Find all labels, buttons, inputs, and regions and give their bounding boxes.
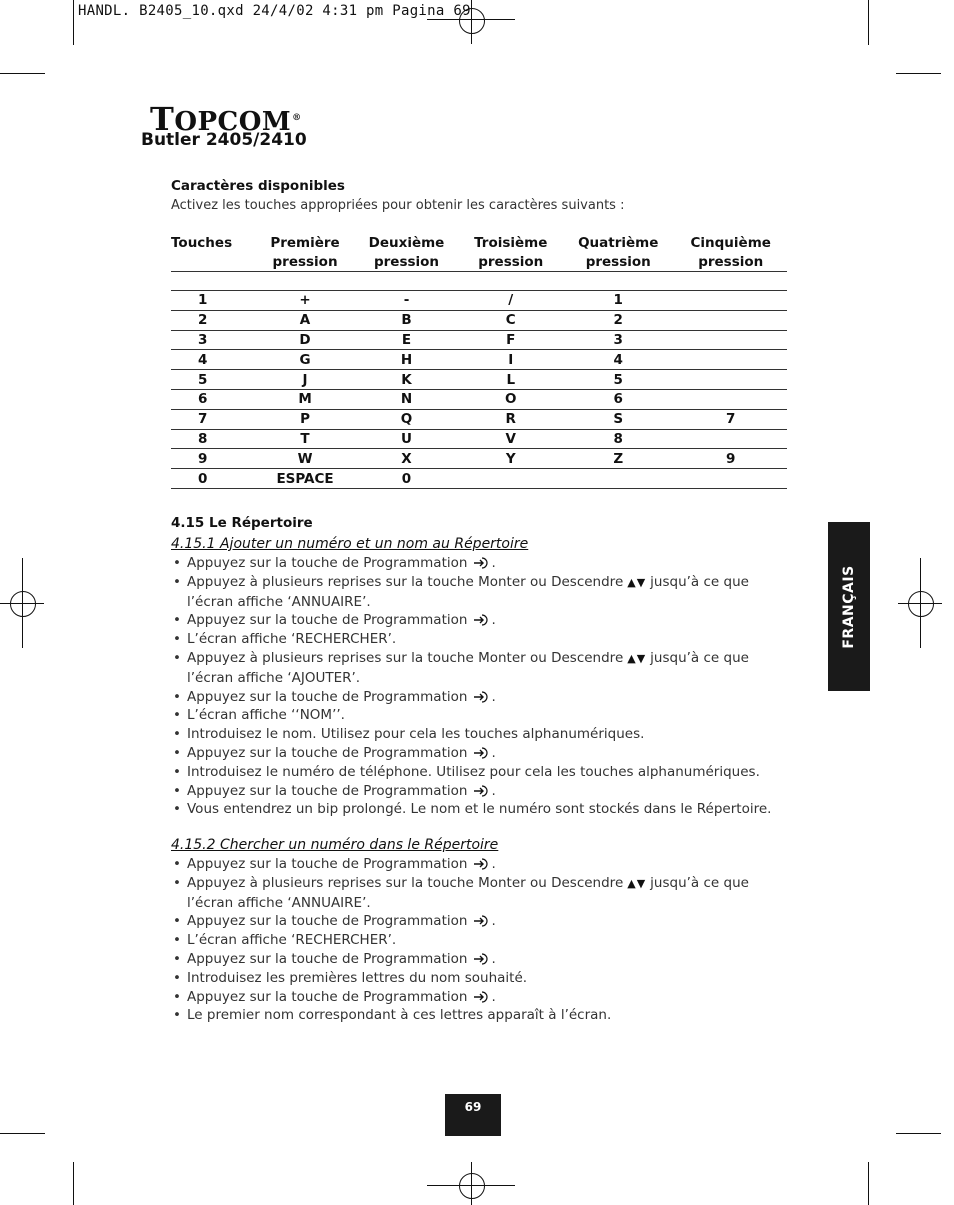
crop-mark-top-left-v: [73, 0, 74, 45]
list-item: [171, 706, 781, 725]
step-end: .: [491, 950, 496, 967]
table-header-row: [171, 234, 787, 253]
step-text: Le premier nom correspondant à ces lettres apparaît à l’écran.: [187, 1007, 612, 1024]
table-row: [171, 370, 787, 390]
table-header-row: [171, 253, 787, 272]
table-cell: 3: [562, 330, 674, 350]
section-title: 4.15 Le Répertoire: [171, 515, 313, 531]
table-row: [171, 310, 787, 330]
column-header-sub: pression: [674, 253, 787, 272]
table-cell: 3: [171, 330, 257, 350]
table-cell: T: [257, 429, 354, 449]
column-header: Deuxième: [368, 235, 445, 251]
step-text: L’écran affiche ‘‘NOM’’.: [187, 707, 345, 724]
table-cell: M: [257, 389, 354, 409]
characters-heading: Caractères disponibles: [171, 178, 345, 194]
table-cell: 2: [171, 310, 257, 330]
program-key-icon: [473, 690, 489, 704]
step-text: Appuyez sur la touche de Programmation: [187, 988, 468, 1005]
program-key-icon: [473, 613, 489, 627]
table-cell: 6: [171, 389, 257, 409]
table-cell: [674, 310, 787, 330]
table-row: [171, 291, 787, 311]
table-cell: 5: [171, 370, 257, 390]
registration-bottom-circle: [459, 1173, 485, 1199]
step-text-after: jusqu’à ce que l’écran affiche ‘AJOUTER’.: [187, 649, 749, 686]
characters-table: [171, 234, 787, 489]
list-item: [171, 725, 781, 744]
step-text-after: jusqu’à ce que l’écran affiche ‘ANNUAIRE’.: [187, 874, 749, 911]
table-cell: Q: [354, 409, 460, 429]
table-row: [171, 389, 787, 409]
step-end: .: [491, 688, 496, 705]
list-item: [171, 931, 781, 950]
step-end: .: [491, 782, 496, 799]
page-number: 69: [445, 1094, 501, 1136]
table-cell: A: [257, 310, 354, 330]
list-item: [171, 744, 781, 763]
table-row: [171, 350, 787, 370]
list-item: [171, 969, 781, 988]
table-cell: H: [354, 350, 460, 370]
column-header: Première: [270, 235, 340, 251]
step-text: Appuyez à plusieurs reprises sur la touche Monter ou Descendre: [187, 874, 624, 891]
column-header: Troisième: [474, 235, 548, 251]
table-cell: F: [459, 330, 562, 350]
step-end: .: [491, 988, 496, 1005]
crop-mark-bottom-left-v: [73, 1162, 74, 1205]
step-end: .: [491, 612, 496, 629]
table-cell: [562, 469, 674, 489]
column-header-sub: pression: [459, 253, 562, 272]
language-tab: [828, 522, 870, 691]
crop-mark-bottom-right-h: [896, 1133, 941, 1134]
table-cell: [674, 469, 787, 489]
step-text: L’écran affiche ‘RECHERCHER’.: [187, 631, 397, 648]
step-text: L’écran affiche ‘RECHERCHER’.: [187, 932, 397, 949]
step-text: Appuyez sur la touche de Programmation: [187, 782, 468, 799]
column-header-sub: pression: [562, 253, 674, 272]
table-cell: R: [459, 409, 562, 429]
steps-list-add: [171, 554, 781, 819]
program-key-icon: [473, 556, 489, 570]
table-cell: [674, 370, 787, 390]
step-text: Appuyez sur la touche de Programmation: [187, 913, 468, 930]
column-header: Cinquième: [690, 235, 771, 251]
table-cell: +: [257, 291, 354, 311]
list-item: [171, 649, 781, 688]
characters-intro: Activez les touches appropriées pour obtenir les caractères suivants :: [171, 198, 625, 213]
step-text: Introduisez les premières lettres du nom souhaité.: [187, 969, 528, 986]
list-item: [171, 630, 781, 649]
step-text-after: jusqu’à ce que l’écran affiche ‘ANNUAIRE’.: [187, 573, 749, 610]
table-cell: G: [257, 350, 354, 370]
table-cell: W: [257, 449, 354, 469]
subsection-title-add: 4.15.1 Ajouter un numéro et un nom au Répertoire: [171, 536, 529, 552]
table-cell: N: [354, 389, 460, 409]
table-cell: [674, 291, 787, 311]
table-cell: [674, 330, 787, 350]
table-cell: X: [354, 449, 460, 469]
crop-mark-top-right-h: [896, 73, 941, 74]
table-cell: 7: [171, 409, 257, 429]
list-item: [171, 688, 781, 707]
list-item: [171, 800, 781, 819]
table-cell: O: [459, 389, 562, 409]
table-cell: B: [354, 310, 460, 330]
list-item: [171, 855, 781, 874]
step-text: Appuyez à plusieurs reprises sur la touche Monter ou Descendre: [187, 649, 624, 666]
registration-left-circle: [10, 591, 36, 617]
step-text: Introduisez le nom. Utilisez pour cela les touches alphanumériques.: [187, 726, 645, 743]
list-item: [171, 1006, 781, 1025]
table-cell: L: [459, 370, 562, 390]
table-row: [171, 449, 787, 469]
step-end: .: [491, 744, 496, 761]
table-cell: I: [459, 350, 562, 370]
step-text: Appuyez sur la touche de Programmation: [187, 856, 468, 872]
table-cell: 7: [674, 409, 787, 429]
table-cell: [459, 469, 562, 489]
table-cell: 2: [562, 310, 674, 330]
table-cell: 1: [171, 291, 257, 311]
table-row: [171, 429, 787, 449]
program-key-icon: [473, 952, 489, 966]
up-down-arrows-icon: ▲▼: [627, 575, 647, 589]
step-text: Vous entendrez un bip prolongé. Le nom et le numéro sont stockés dans le Répertoire.: [187, 801, 772, 818]
table-cell: 0: [354, 469, 460, 489]
crop-mark-bottom-left-h: [0, 1133, 45, 1134]
brand-logo-text: OPCOM: [174, 107, 292, 137]
table-cell: 0: [171, 469, 257, 489]
table-row: [171, 409, 787, 429]
table-cell: U: [354, 429, 460, 449]
table-cell: -: [354, 291, 460, 311]
up-down-arrows-icon: ▲▼: [627, 876, 647, 890]
step-end: .: [491, 555, 496, 571]
table-cell: J: [257, 370, 354, 390]
table-cell: 1: [562, 291, 674, 311]
crop-mark-bottom-right-v: [868, 1162, 869, 1205]
step-end: .: [491, 856, 496, 872]
table-cell: [674, 389, 787, 409]
table-cell: 9: [674, 449, 787, 469]
step-text: Appuyez sur la touche de Programmation: [187, 612, 468, 629]
brand-logo-initial: T: [150, 100, 175, 138]
step-text: Appuyez sur la touche de Programmation: [187, 950, 468, 967]
table-cell: Z: [562, 449, 674, 469]
column-header: Quatrième: [578, 235, 659, 251]
registered-mark: ®: [292, 113, 302, 124]
table-row: [171, 469, 787, 489]
list-item: [171, 573, 781, 612]
crop-mark-top-right-v: [868, 0, 869, 45]
column-header-sub: [171, 253, 257, 272]
column-header: Touches: [171, 235, 233, 251]
table-cell: 8: [562, 429, 674, 449]
step-text: Introduisez le numéro de téléphone. Utilisez pour cela les touches alphanumériques.: [187, 763, 760, 780]
language-tab-label: FRANÇAIS: [841, 564, 857, 649]
table-cell: /: [459, 291, 562, 311]
step-text: Appuyez à plusieurs reprises sur la touche Monter ou Descendre: [187, 573, 624, 590]
table-cell: [674, 429, 787, 449]
table-cell: 5: [562, 370, 674, 390]
column-header-sub: pression: [257, 253, 354, 272]
crop-mark-top-left-h: [0, 73, 45, 74]
list-item: [171, 763, 781, 782]
list-item: [171, 874, 781, 913]
print-slug: HANDL. B2405_10.qxd 24/4/02 4:31 pm Pagina 69: [78, 3, 471, 19]
table-cell: 6: [562, 389, 674, 409]
table-cell: Y: [459, 449, 562, 469]
list-item: [171, 554, 781, 573]
table-cell: V: [459, 429, 562, 449]
program-key-icon: [473, 746, 489, 760]
table-spacer-row: [171, 272, 787, 291]
table-cell: 4: [562, 350, 674, 370]
subsection-title-search: 4.15.2 Chercher un numéro dans le Répertoire: [171, 837, 499, 853]
model-name: Butler 2405/2410: [141, 130, 307, 150]
step-end: .: [491, 913, 496, 930]
table-cell: E: [354, 330, 460, 350]
table-row: [171, 330, 787, 350]
list-item: [171, 988, 781, 1007]
table-cell: C: [459, 310, 562, 330]
column-header-sub: pression: [354, 253, 460, 272]
step-text: Appuyez sur la touche de Programmation: [187, 555, 468, 571]
list-item: [171, 912, 781, 931]
list-item: [171, 782, 781, 801]
steps-list-search: [171, 855, 781, 1025]
table-cell: S: [562, 409, 674, 429]
table-cell: 9: [171, 449, 257, 469]
registration-top-circle: [459, 8, 485, 34]
table-cell: 8: [171, 429, 257, 449]
list-item: [171, 950, 781, 969]
step-text: Appuyez sur la touche de Programmation: [187, 744, 468, 761]
table-cell: K: [354, 370, 460, 390]
list-item: [171, 611, 781, 630]
table-cell: ESPACE: [257, 469, 354, 489]
program-key-icon: [473, 914, 489, 928]
step-text: Appuyez sur la touche de Programmation: [187, 688, 468, 705]
program-key-icon: [473, 784, 489, 798]
table-cell: D: [257, 330, 354, 350]
program-key-icon: [473, 857, 489, 871]
table-cell: [674, 350, 787, 370]
program-key-icon: [473, 990, 489, 1004]
table-cell: P: [257, 409, 354, 429]
registration-right-circle: [908, 591, 934, 617]
up-down-arrows-icon: ▲▼: [627, 651, 647, 665]
table-cell: 4: [171, 350, 257, 370]
